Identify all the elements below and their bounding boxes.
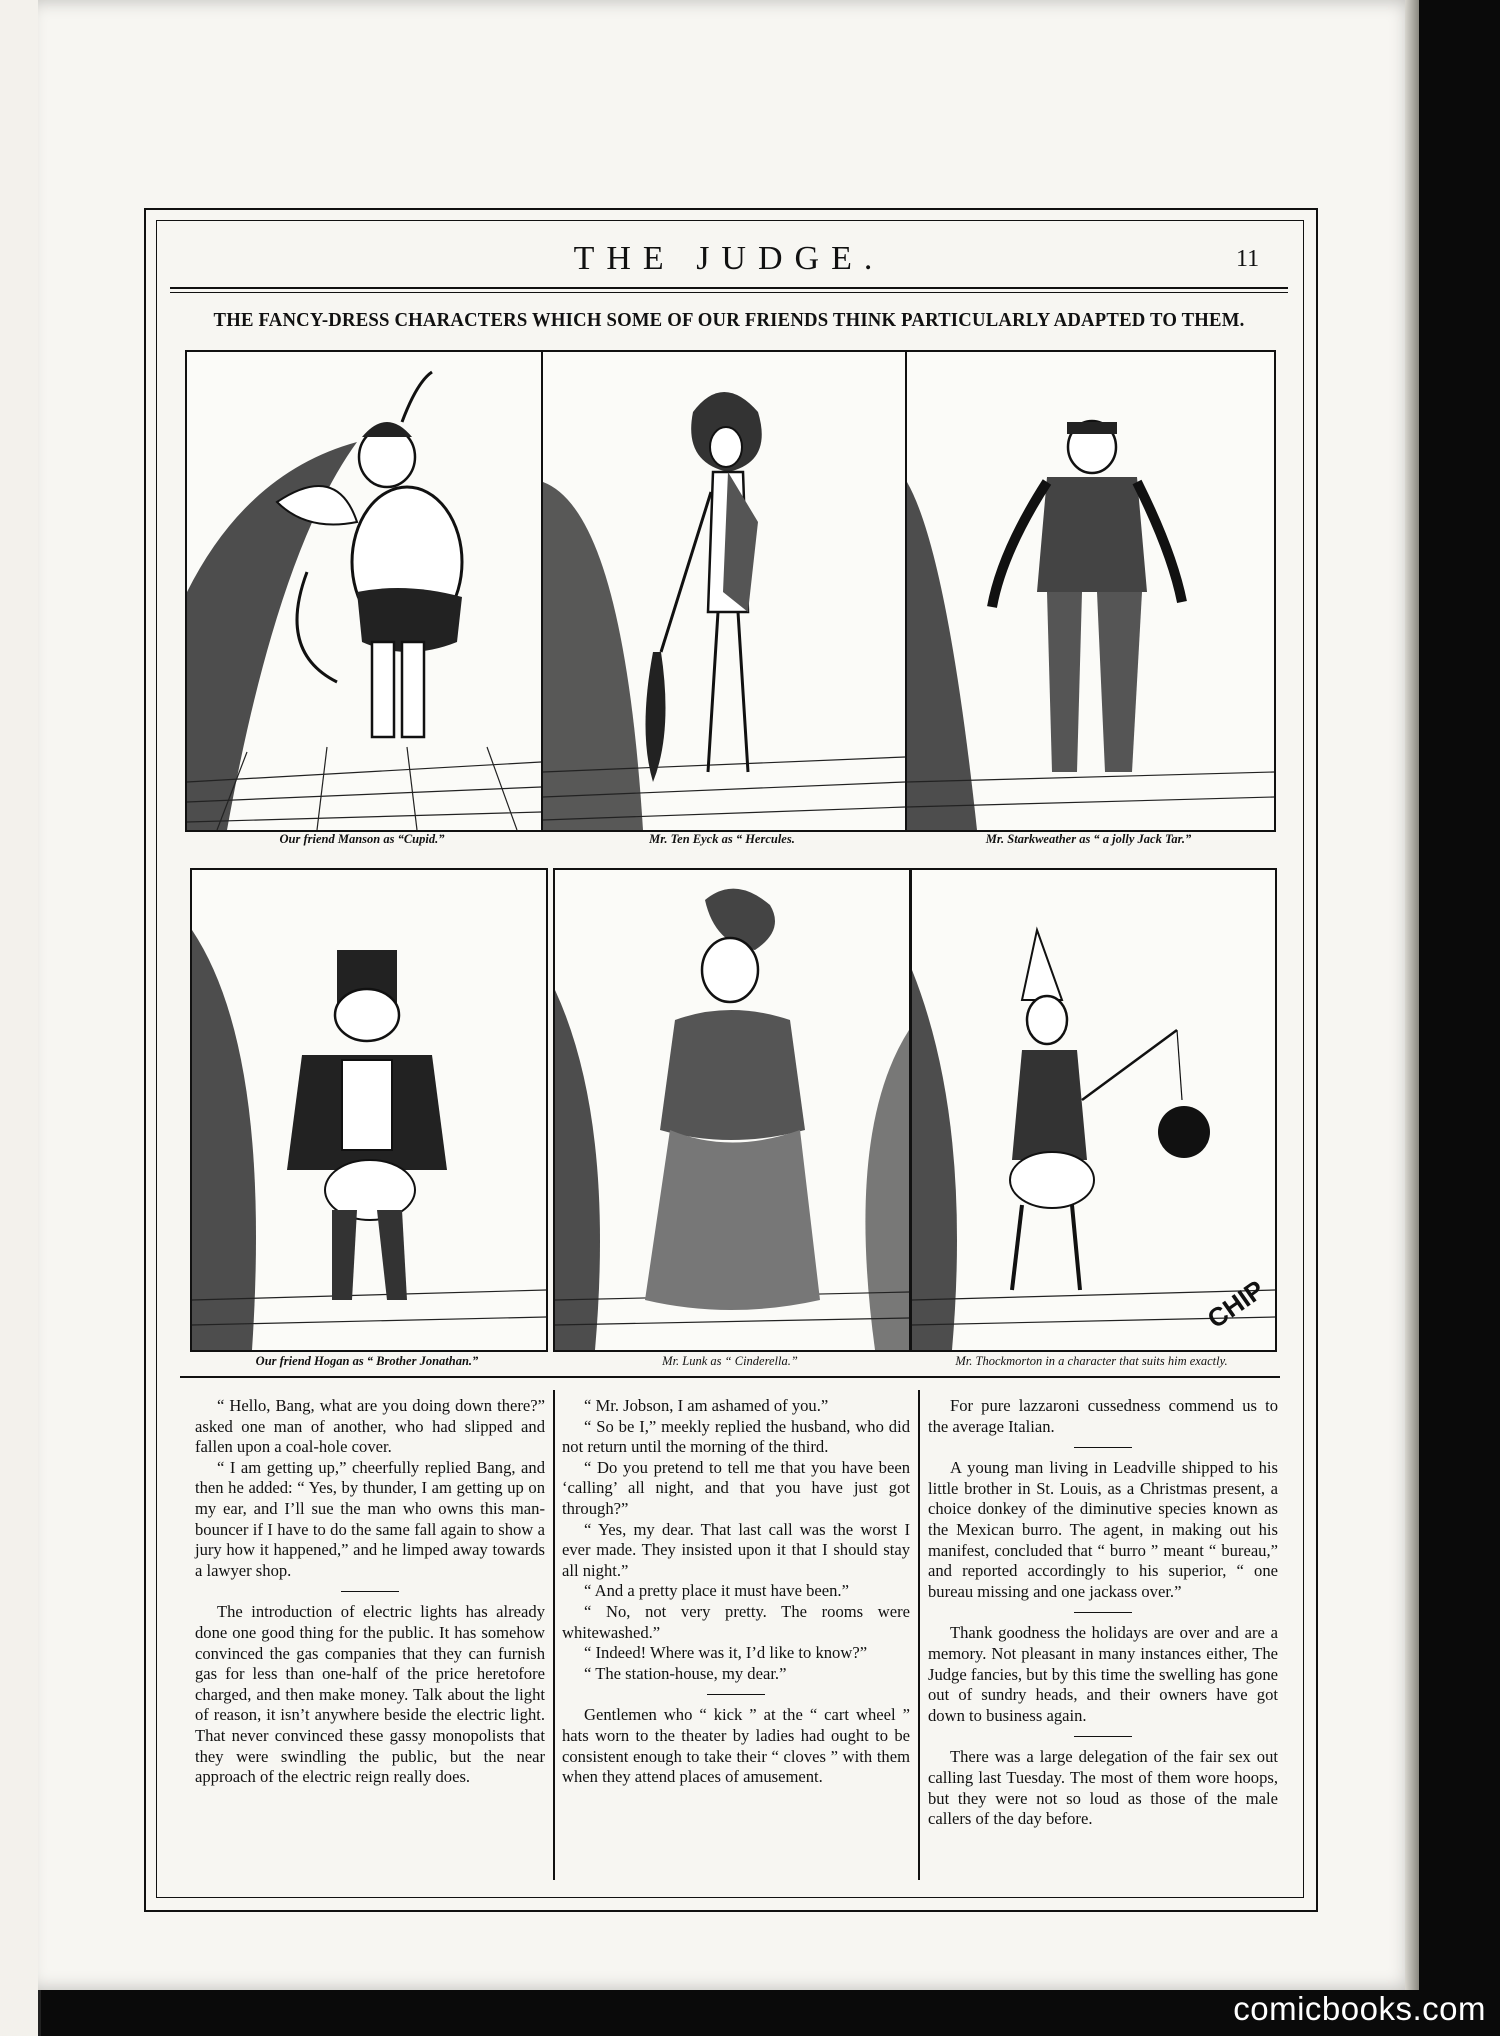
caption-clown: Mr. Thockmorton in a character that suits him exactly. [955,1354,1228,1368]
column3-paragraph-2: A young man living in Leadville shipped to his little brother in St. Louis, as a Christmas present, a choice donkey of the diminutive species known as the Mexican burro. The agent, in making out his manifest, concluded that “ burro ” meant “ bureau,” and reported accordingly to his superior, “ one bureau missing and one jackass over.” [928,1458,1278,1601]
text-column-1 [195,1396,545,1788]
book-left-edge [0,0,41,2036]
cartoon-panel-jack-tar [905,350,1276,832]
cupid-illustration [187,352,541,830]
column2-paragraph-5: “ And a pretty place it must have been.” [584,1581,849,1601]
column-divider-2 [918,1390,920,1880]
column2-paragraph-4: “ Yes, my dear. That last call was the worst I ever made. They insisted upon it that I should stay all night.” [562,1519,910,1580]
caption-cinderella: Mr. Lunk as “ Cinderella.” [662,1354,798,1368]
column2-paragraph-2: “ So be I,” meekly replied the husband, who did not return until the morning of the third. [562,1416,910,1457]
column3-paragraph-3: Thank goodness the holidays are over and are a memory. Not pleasant in many instances either, The Judge fancies, but by this time the swelling has gone out of sundry heads, and their owners have got down to business again. [928,1623,1278,1725]
masthead-title: THE JUDGE. [573,240,885,277]
cartoon-panel-hercules [541,350,907,832]
column2-paragraph-1: “ Mr. Jobson, I am ashamed of you.” [584,1396,829,1415]
column3-paragraph-4: There was a large delegation of the fair sex out calling last Tuesday. The most of them wore hoops, but they were not so loud as those of the male callers of the day before. [928,1747,1278,1829]
watermark-text: comicbooks.com [1233,1990,1486,2027]
cartoon-panel-cupid [185,350,543,832]
cartoon-panel-brother-jonathan [190,868,548,1352]
illustration-bottom-rule [180,1376,1280,1378]
caption-brother-jonathan: Our friend Hogan as “ Brother Jonathan.” [255,1354,479,1368]
column2-paragraph-6: “ No, not very pretty. The rooms were whitewashed.” [562,1601,910,1642]
text-column-3 [928,1396,1278,1830]
artist-signature: CHIP [1201,1273,1270,1335]
jack-tar-illustration [907,352,1274,830]
column2-separator [707,1694,765,1695]
column-divider-1 [553,1390,555,1880]
hercules-illustration [543,352,905,830]
brother-jonathan-illustration [192,870,546,1350]
caption-jack-tar: Mr. Starkweather as “ a jolly Jack Tar.” [985,832,1192,846]
column3-separator-3 [1074,1736,1132,1737]
column3-separator-1 [1074,1447,1132,1448]
cinderella-illustration [555,870,909,1350]
column2-paragraph-8: “ The station-house, my dear.” [584,1663,787,1683]
column1-paragraph-1: “ Hello, Bang, what are you doing down there?” asked one man of another, who had slipped and fallen upon a coal-hole cover. [195,1396,545,1457]
masthead-rule-bottom [170,292,1288,293]
cartoon-headline: THE FANCY-DRESS CHARACTERS WHICH SOME OF OUR FRIENDS THINK PARTICULARLY ADAPTED TO THEM. [213,310,1245,331]
caption-cupid: Our friend Manson as “Cupid.” [279,832,445,846]
column1-paragraph-2: “ I am getting up,” cheerfully replied Bang, and then he added: “ Yes, by thunder, I am getting up on my ear, and I’ll sue the man who owns this man-bouncer if I have to do the same fall again to show a jury how it happened,” and he limped away towards a lawyer shop. [195,1457,545,1580]
cartoon-panel-cinderella [553,868,911,1352]
cartoon-panel-clown [910,868,1277,1352]
column2-paragraph-9: Gentlemen who “ kick ” at the “ cart wheel ” hats worn to the theater by ladies had ought to be consistent enough to take their “ cloves ” with them when they attend places of amusement. [562,1705,910,1787]
column1-separator [341,1591,399,1592]
clown-illustration [912,870,1275,1350]
column1-paragraph-3: The introduction of electric lights has already done one good thing for the public. It has somehow convinced the gas companies that they can furnish gas for less than one-half of the price heretofore charged, and then make money. Talk about the light of reason, it isn’t anywhere beside the electric light. That never convinced these gassy monopolists that they were swindling the public, but the near approach of the electric reign really does. [195,1602,545,1787]
page-spine-shadow [1405,0,1419,1990]
text-column-2 [562,1396,910,1788]
column3-paragraph-1: For pure lazzaroni cussedness commend us to the average Italian. [928,1396,1278,1436]
column3-separator-2 [1074,1612,1132,1613]
column2-paragraph-3: “ Do you pretend to tell me that you have been ‘calling’ all night, and that you have just got through?” [562,1457,910,1518]
column2-paragraph-7: “ Indeed! Where was it, I’d like to know?” [584,1643,868,1663]
page-number: 11 [1236,246,1260,272]
caption-hercules: Mr. Ten Eyck as “ Hercules. [649,832,795,846]
masthead-rule-top [170,287,1288,289]
